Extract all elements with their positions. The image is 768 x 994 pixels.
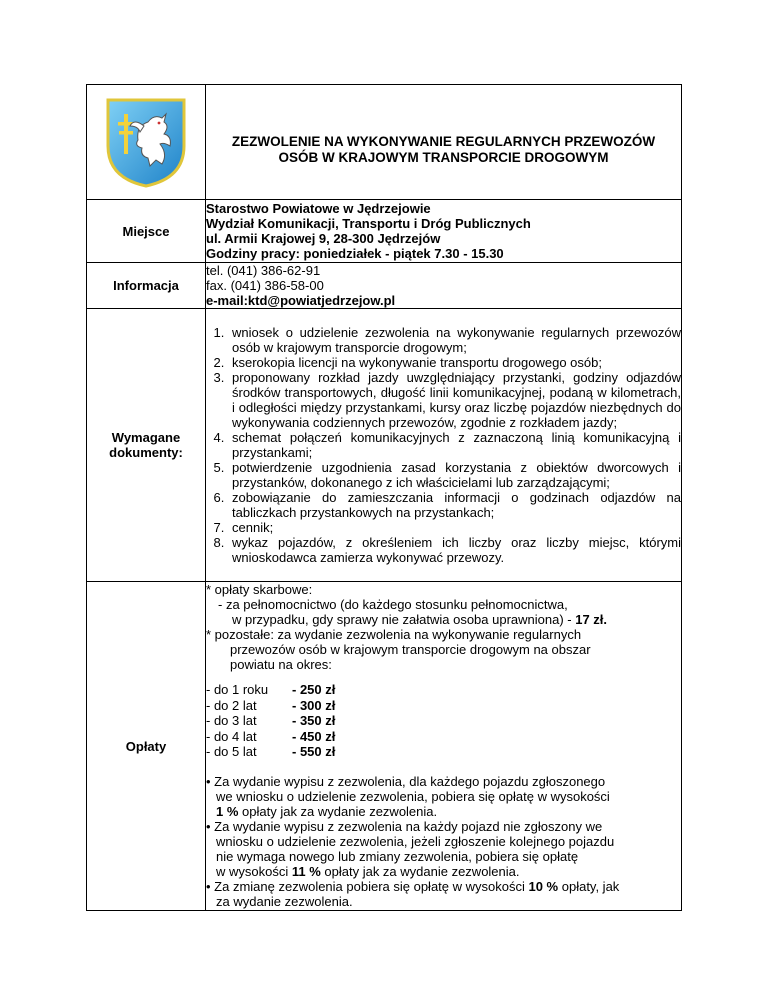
fee-period: - do 4 lat [206, 728, 257, 744]
dokumenty-label: Wymagane dokumenty: [87, 309, 206, 582]
other-fees-line: powiatu na okres: [230, 657, 332, 672]
oplaty-row [87, 582, 682, 911]
emblem-cell [87, 85, 206, 200]
informacja-label: Informacja [87, 263, 206, 309]
office-hours: Godziny pracy: poniedziałek - piątek 7.30 - 15.30 [206, 246, 504, 261]
department-name: Wydział Komunikacji, Transportu i Dróg Publicznych [206, 216, 531, 231]
stamp-duty-line: w przypadku, gdy sprawy nie załatwia osoba uprawniona) - 17 zł. [232, 612, 608, 627]
oplaty-value [206, 582, 682, 911]
fee-bullet-change: • Za zmianę zezwolenia pobiera się opłatę w wysokości 10 % opłaty, jak za wydanie zezwolenia. [206, 878, 620, 909]
fee-amount: - 300 zł [292, 697, 336, 713]
list-item: 6. zobowiązanie do zamieszczania informacji o godzinach odjazdów na tabliczkach przystankowych na przystankach; [228, 490, 681, 520]
coat-of-arms-griffin-icon [104, 96, 188, 188]
list-item: 8. wykaz pojazdów, z określeniem ich liczby oraz liczby miejsc, którymi wnioskodawca zamierza wykonywać przewozy. [228, 535, 681, 565]
fax-number: fax. (041) 386-58-00 [206, 278, 324, 293]
fee-amount: - 250 zł [292, 682, 336, 697]
fee-period: - do 3 lat [206, 713, 257, 729]
informacja-row [87, 263, 682, 309]
fee-period: - do 2 lat [206, 697, 257, 713]
stamp-duty-amount: 17 zł. [575, 612, 608, 627]
other-fees-line: przewozów osób w krajowym transporcie drogowym na obszar [230, 642, 591, 657]
title-cell [206, 85, 682, 200]
fee-amount: - 550 zł [292, 744, 336, 760]
miejsce-row [87, 200, 682, 263]
page-title: ZEZWOLENIE NA WYKONYWANIE REGULARNYCH PRZEWOZÓW OSÓB W KRAJOWYM TRANSPORCIE DROGOWYM [231, 134, 656, 165]
header-row [87, 85, 682, 200]
list-item: 3. proponowany rozkład jazdy uwzględniający przystanki, godziny odjazdów środków transportowych, długość linii komunikacyjnej, podaną w kilometrach, i odległości między przystankami, kursy oraz liczbę pojazdów niezbędnych do wykonywania codziennych przewozów, zgodnie z rozkładem jazdy; [228, 370, 681, 430]
oplaty-label: Opłaty [87, 582, 206, 911]
stamp-duty-line: - za pełnomocnictwo (do każdego stosunku pełnomocnictwa, [218, 597, 568, 612]
list-item: 7. cennik; [228, 520, 681, 535]
dokumenty-row [87, 309, 682, 582]
fee-period: - do 1 roku [206, 682, 269, 697]
required-documents-list [206, 325, 681, 565]
fee-bullet-extract: • Za wydanie wypisu z zezwolenia, dla każdego pojazdu zgłoszonego we wniosku o udzielenie zezwolenia, pobiera się opłatę w wysokości 1 % opłaty jak za wydanie zezwolenia. [206, 773, 610, 819]
dokumenty-value [206, 309, 682, 582]
list-item: 5. potwierdzenie uzgodnienia zasad korzystania z obiektów dworcowych i przystanków, dokonanego z ich właścicielami lub zarządzającymi; [228, 460, 681, 490]
informacja-value [206, 263, 682, 309]
miejsce-value [206, 200, 682, 263]
list-item: 4. schemat połączeń komunikacyjnych z zaznaczoną linią komunikacyjną i przystankami; [228, 430, 681, 460]
fee-period: - do 5 lat [206, 744, 257, 760]
stamp-duty-heading: * opłaty skarbowe: [206, 582, 313, 597]
office-address: ul. Armii Krajowej 9, 28-300 Jędrzejów [206, 231, 441, 246]
office-name: Starostwo Powiatowe w Jędrzejowie [206, 201, 431, 216]
miejsce-label: Miejsce [87, 200, 206, 263]
fee-amount: - 350 zł [292, 713, 336, 729]
fee-amount: - 450 zł [292, 728, 336, 744]
other-fees-line: * pozostałe: za wydanie zezwolenia na wykonywanie regularnych [206, 627, 582, 642]
email-address[interactable]: e-mail:ktd@powiatjedrzejow.pl [206, 293, 396, 308]
fee-bullet-extra-vehicle: • Za wydanie wypisu z zezwolenia na każdy pojazd nie zgłoszony we wniosku o udzielenie zezwolenia, jeżeli zgłoszenie kolejnego pojazdu nie wymaga nowego lub zmiany zezwolenia, pobiera się opłatę w wysokości 11 % opłaty jak za wydanie zezwolenia. [206, 818, 615, 879]
fee-schedule [206, 682, 681, 760]
phone-number: tel. (041) 386-62-91 [206, 263, 321, 278]
permit-info-table [86, 84, 682, 911]
list-item: 2. kserokopia licencji na wykonywanie transportu drogowego osób; [228, 355, 681, 370]
list-item: 1. wniosek o udzielenie zezwolenia na wykonywanie regularnych przewozów osób w krajowym transporcie drogowym; [228, 325, 681, 355]
